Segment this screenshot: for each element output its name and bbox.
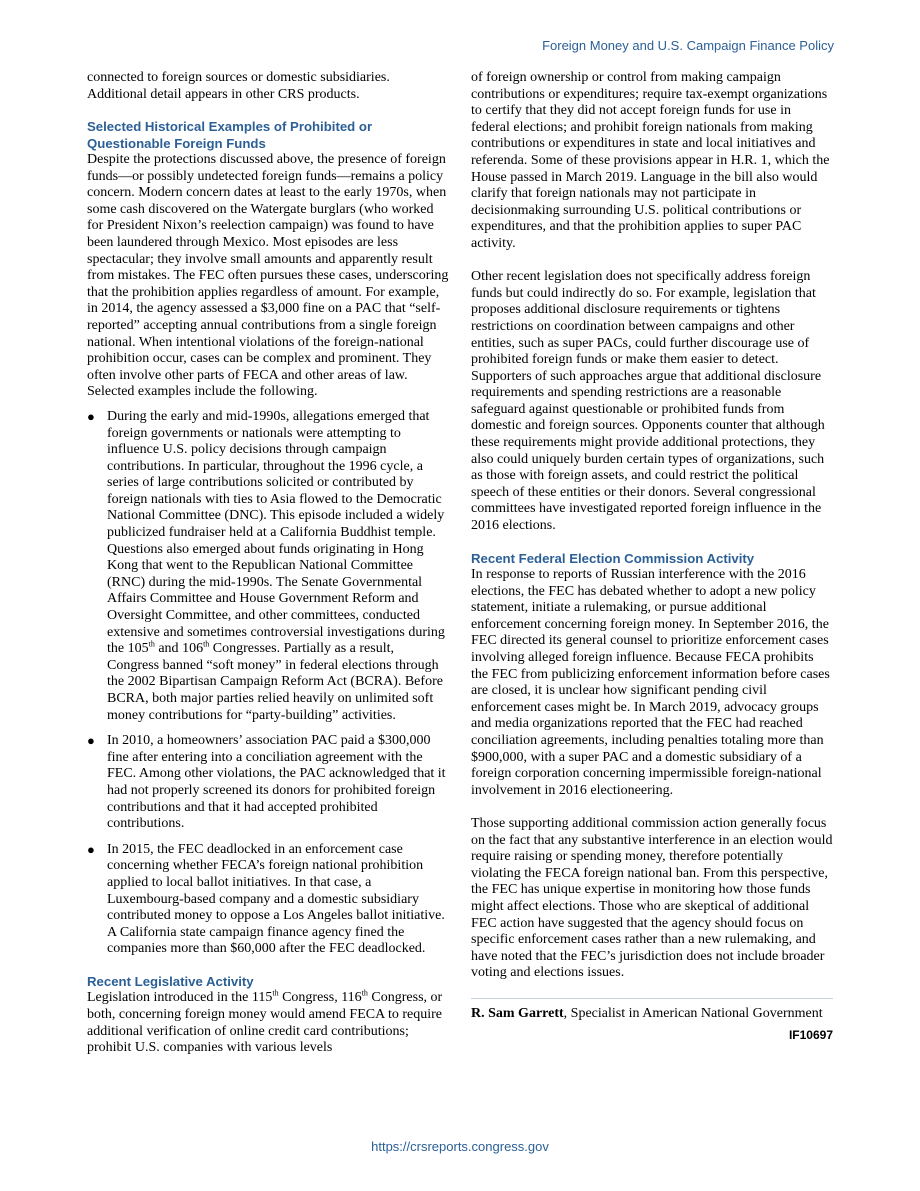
fec-activity-heading: Recent Federal Election Commission Activity <box>471 550 755 566</box>
historical-examples-heading: Selected Historical Examples of Prohibited or Questionable Foreign Funds <box>87 119 373 151</box>
paragraph-spacer <box>471 253 833 270</box>
legislative-activity-paragraph <box>87 990 449 1056</box>
congress-number: 105 <box>127 641 149 657</box>
bullet-icon: ● <box>87 733 95 749</box>
list-item <box>87 733 449 833</box>
document-id: IF10697 <box>788 1028 833 1043</box>
paragraph-text: Legislation introduced in the <box>87 990 252 1006</box>
intro-paragraph: connected to foreign sources or domestic subsidiaries. Additional detail appears in other CRS products. <box>87 70 390 102</box>
bullet-icon: ● <box>87 841 95 857</box>
footer-link[interactable]: https://crsreports.congress.gov <box>371 1139 549 1154</box>
bullet-text: and <box>154 641 183 657</box>
list-item <box>87 842 449 958</box>
legislative-activity-heading: Recent Legislative Activity <box>87 973 254 989</box>
fec-activity-paragraph-2: Those supporting additional commission action generally focus on the fact that any substantive interference in an election would require raising or spending money, therefore potentially violating the FECA foreign national ban. From this perspective, the FEC has unique expertise in monitoring how those funds might affect elections. Those who are skeptical of additional FEC action have suggested that the agency should focus on specific enforcement cases rather than a new rulemaking, and have noted that the FEC’s jurisdiction does not include broader voting and elections issues. <box>471 815 833 981</box>
ordinal-suffix: th <box>361 988 368 998</box>
ordinal-suffix: th <box>272 988 279 998</box>
congress-number: 106 <box>182 641 204 657</box>
author-block <box>471 998 833 1023</box>
ordinal-suffix: th <box>148 639 155 649</box>
running-header-title: Foreign Money and U.S. Campaign Finance Policy <box>542 38 834 53</box>
paragraph-text: Congress, <box>278 990 342 1006</box>
historical-examples-paragraph: Despite the protections discussed above, the presence of foreign funds—or possibly undetected foreign funds—remains a policy concern. Modern concern dates at least to the early 1970s, when some cash discovered on the Watergate burglars (who worked for President Nixon’s reelection campaign) was found to have been laundered through Mexico. Most episodes are less spectacular; they involve small amounts and apparently result from mistakes. The FEC often pursues these cases, underscoring that the prohibition applies regardless of amount. For example, in 2014, the agency assessed a $3,000 fine on a PAC that “self-reported” accepting annual contributions from a single foreign national. When intentional violations of the foreign-national prohibition occur, cases can be complex and prominent. They often involve other parts of FECA and other areas of law. Selected examples include the following. <box>87 152 449 400</box>
ordinal-suffix: th <box>203 639 210 649</box>
bullet-text: In 2015, the FEC deadlocked in an enforcement case concerning whether FECA’s foreign national prohibition applied to local ballot initiatives. In that case, a Luxembourg-based company and a domestic subsidiary contributed money to oppose a Los Angeles ballot initiative. A California state campaign finance agency fined the companies more than $60,000 after the FEC deadlocked. <box>107 841 445 957</box>
legislative-activity-continued: of foreign ownership or control from making campaign contributions or expenditures; require tax-exempt organizations to certify that they did not accept foreign funds for use in federal elections; and prohibit foreign nationals from making contributions or expenditures in state and local initiatives and referenda. Some of these provisions appear in H.R. 1, which the House passed in March 2019. Language in the bill also would clarify that foreign nationals may not participate in decisionmaking surrounding U.S. political contributions or expenditures, and that the prohibition applies to super PAC activity. <box>471 70 830 251</box>
paragraph-text: Congress, or both, concerning foreign money would amend FECA to require additional verification of online credit card contributions; prohibit U.S. companies with various levels <box>87 990 443 1056</box>
left-column <box>87 70 449 1057</box>
author-title: , Specialist in American National Government <box>563 1005 823 1021</box>
bullet-text: In 2010, a homeowners’ association PAC paid a $300,000 fine after entering into a conciliation agreement with the FEC. Among other violations, the PAC acknowledged that it had not properly screened its donors for prohibited foreign contributions and that it had accepted prohibited contributions. <box>107 733 446 832</box>
list-item <box>87 409 449 724</box>
congress-number: 116 <box>341 990 362 1006</box>
author-credit <box>471 1006 833 1023</box>
bullet-text: Congresses. Partially as a result, Congress banned “soft money” in federal elections through the 2002 Bipartisan Campaign Reform Act (BCRA). Before BCRA, both major parties relied heavily on unlimited soft money contributions for “party-building” activities. <box>107 641 443 723</box>
paragraph-spacer <box>471 799 833 816</box>
congress-number: 115 <box>251 990 273 1006</box>
right-column <box>471 70 833 1042</box>
bullet-text: During the early and mid-1990s, allegations emerged that foreign governments or nationals were attempting to influence U.S. policy decisions through campaign contributions. In particular, throughout the 1996 cycle, a series of large contributions solicited or contributed by foreign nationals with ties to Asia flowed to the Democratic National Committee (DNC). This episode included a widely publicized fundraiser held at a California Buddhist temple. Questions also emerged about funds originating in Hong Kong that went to the Republican National Committee (RNC) during the mid-1990s. The Senate Governmental Affairs Committee and House Government Reform and Oversight Committee, and other committees, conducted extensive and sometimes controversial investigations during the <box>107 408 445 657</box>
examples-list <box>87 409 449 958</box>
bullet-icon: ● <box>87 408 95 424</box>
fec-activity-paragraph-1: In response to reports of Russian interference with the 2016 elections, the FEC has debated whether to adopt a new policy statement, initiate a rulemaking, or pursue additional enforcement concerning foreign money. In September 2016, the FEC directed its general counsel to prioritize enforcement cases involving alleged foreign influence. Because FECA prohibits the FEC from publicizing enforcement information before cases are closed, it is unclear how significant pending civil enforcement cases might be. In March 2019, advocacy groups and media organizations reported that the FEC had reached conciliation agreements, including penalties totaling more than $900,000, with a super PAC and a domestic subsidiary of a foreign corporation concerning impermissible foreign-national involvement in 2016 electioneering. <box>471 567 830 798</box>
author-name: R. Sam Garrett <box>471 1005 564 1021</box>
other-legislation-paragraph: Other recent legislation does not specifically address foreign funds but could indirectly do so. For example, legislation that proposes additional disclosure requirements or tightens restrictions on coordination between campaigns and other entities, such as super PACs, could further discourage use of prohibited foreign funds or make them easier to detect. Supporters of such approaches argue that additional disclosure requirements and spending restrictions are a reasonable safeguard against questionable or prohibited funds from domestic and foreign sources. Opponents counter that although these requirements might provide additional protections, they also could uniquely burden certain types of organizations, such as those with foreign assets, and could restrict the political speech of these entities or their donors. Several congressional committees have investigated reported foreign influence in the 2016 elections. <box>471 269 825 534</box>
